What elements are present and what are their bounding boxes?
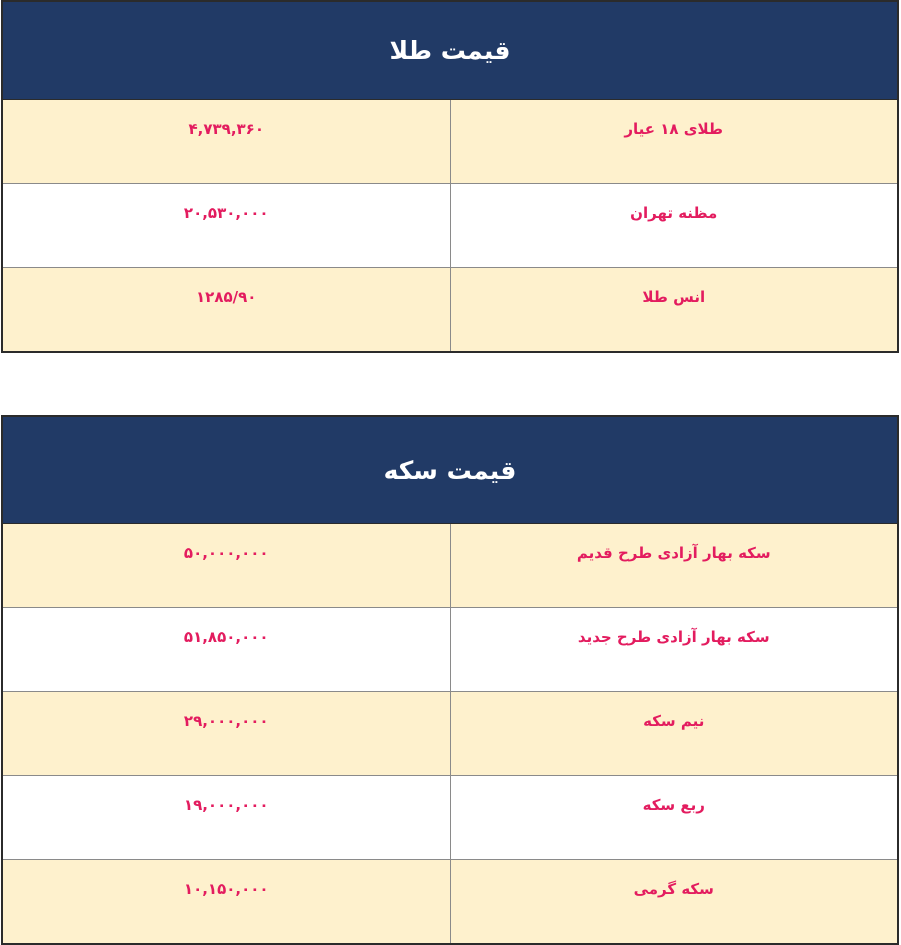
table-row xyxy=(2,776,898,860)
gold-table-title: قیمت طلا xyxy=(2,1,898,100)
table-row xyxy=(2,268,898,352)
gold-table-header-row xyxy=(2,1,898,100)
coin-item-price: ۵۱,۸۵۰,۰۰۰ xyxy=(2,608,450,692)
coin-item-price: ۵۰,۰۰۰,۰۰۰ xyxy=(2,524,450,608)
gold-item-name: مظنه تهران xyxy=(450,184,898,268)
gold-item-price: ۴,۷۳۹,۳۶۰ xyxy=(2,100,450,184)
coin-item-name: سکه بهار آزادی طرح جدید xyxy=(450,608,898,692)
coin-item-name: نیم سکه xyxy=(450,692,898,776)
coin-table-title: قیمت سکه xyxy=(2,416,898,524)
gold-price-table xyxy=(1,0,899,353)
coin-item-name: سکه بهار آزادی طرح قدیم xyxy=(450,524,898,608)
gold-item-price: ۲۰,۵۳۰,۰۰۰ xyxy=(2,184,450,268)
table-row xyxy=(2,860,898,944)
coin-item-price: ۱۹,۰۰۰,۰۰۰ xyxy=(2,776,450,860)
table-row xyxy=(2,184,898,268)
coin-item-price: ۱۰,۱۵۰,۰۰۰ xyxy=(2,860,450,944)
table-row xyxy=(2,692,898,776)
coin-item-name: سکه گرمی xyxy=(450,860,898,944)
gold-item-price: ۱۲۸۵/۹۰ xyxy=(2,268,450,352)
gold-item-name: طلای ۱۸ عیار xyxy=(450,100,898,184)
table-row xyxy=(2,608,898,692)
coin-item-name: ربع سکه xyxy=(450,776,898,860)
coin-table-header-row xyxy=(2,416,898,524)
coin-price-table xyxy=(1,415,899,945)
table-row xyxy=(2,524,898,608)
coin-item-price: ۲۹,۰۰۰,۰۰۰ xyxy=(2,692,450,776)
table-row xyxy=(2,100,898,184)
gold-item-name: انس طلا xyxy=(450,268,898,352)
